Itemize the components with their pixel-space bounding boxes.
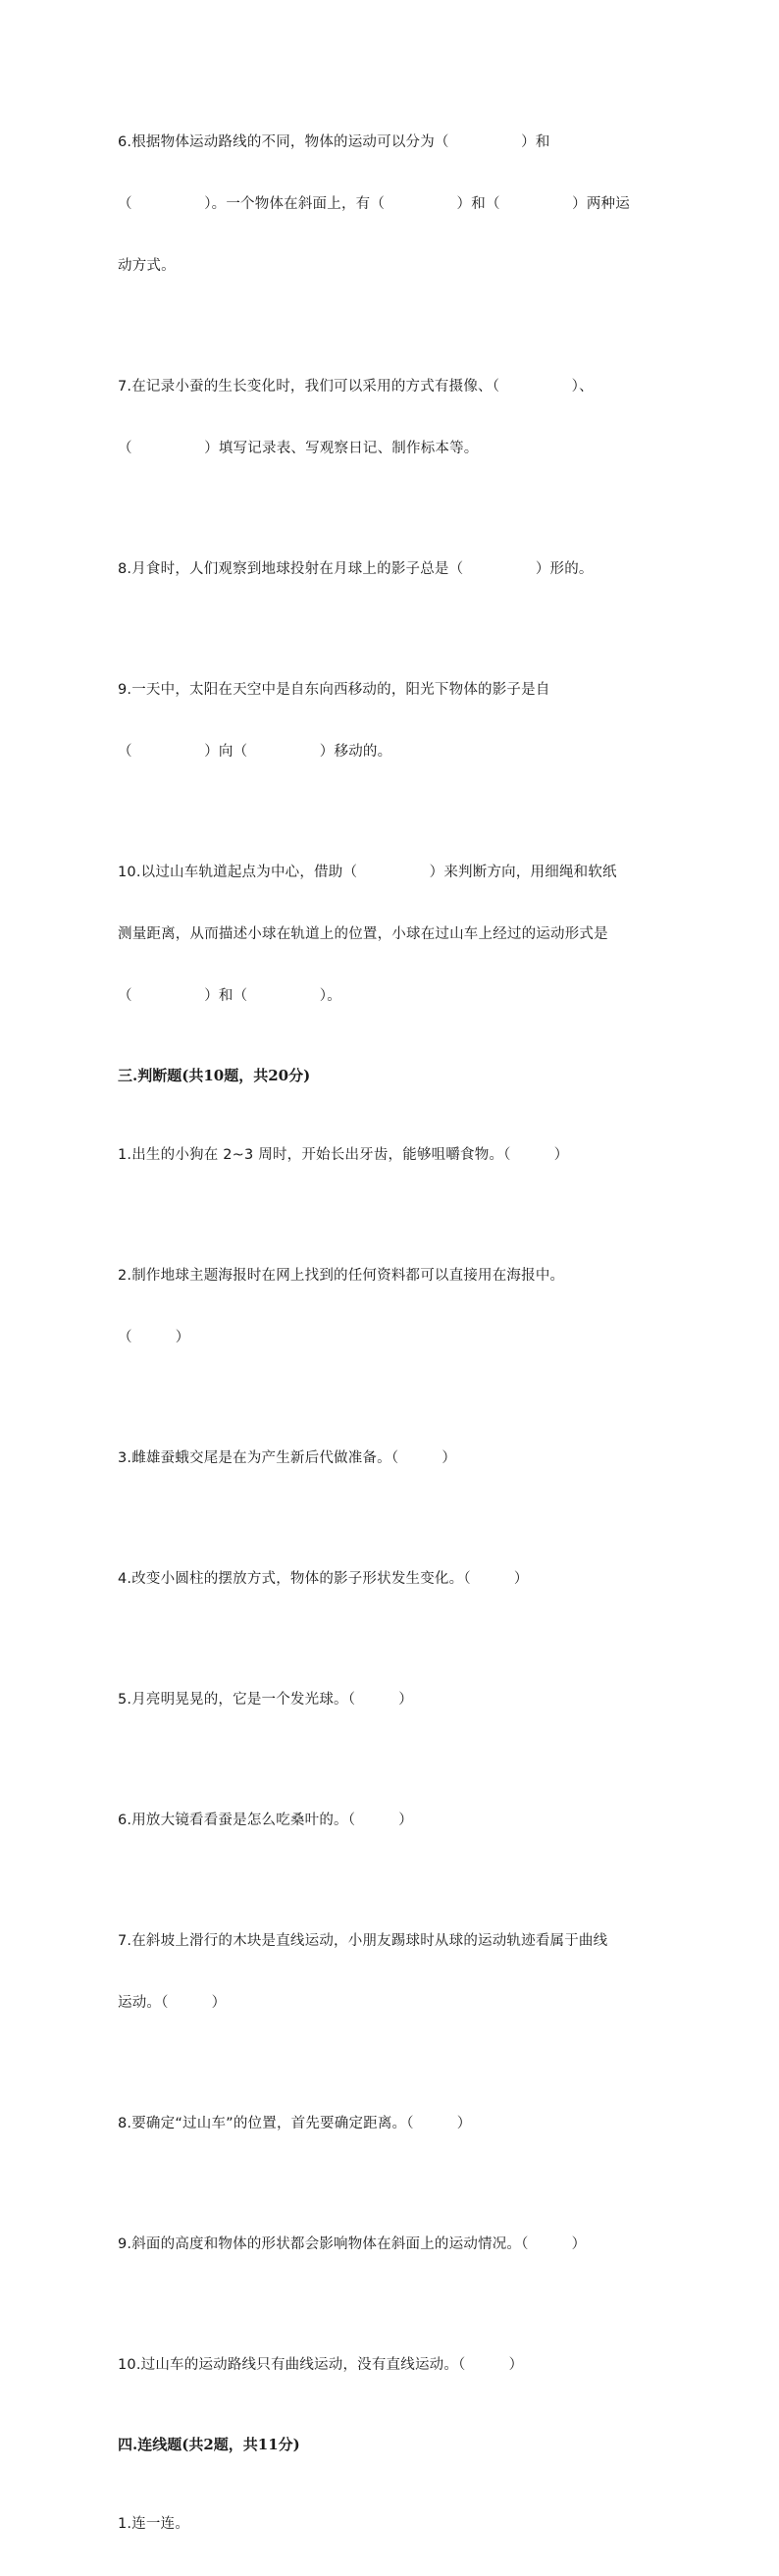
matching-questions [118,2473,671,2576]
question-item [118,1890,671,2055]
question-line: 1.连一连。 [118,2516,190,2532]
question-line: 测量距离，从而描述小球在轨道上的位置，小球在过山车上经过的运动形式是 [118,926,608,942]
question-item [118,1225,671,1390]
section-title-matching: 四.连线题(共2题，共11分) [118,2436,300,2453]
question-item [118,1104,671,1207]
question-line: 6.用放大镜看看蚕是怎么吃桑叶的。（ ） [118,1813,413,1828]
question-line: （ ） [118,1330,190,1345]
question-line: 7.在记录小蚕的生长变化时，我们可以采用的方式有摄像、（ ）、 [118,379,594,394]
question-item [118,2314,671,2417]
question-item [118,518,671,621]
question-line: 4.改变小圆柱的摆放方式，物体的影子形状发生变化。（ ） [118,1571,529,1587]
question-item [118,2473,671,2576]
question-line: 9.斜面的高度和物体的形状都会影响物体在斜面上的运动情况。（ ） [118,2236,587,2252]
question-item [118,1407,671,1510]
question-line: 8.要确定“过山车”的位置，首先要确定距离。（ ） [118,2116,472,2131]
question-line: （ ）和（ ）。 [118,988,341,1004]
question-line: 3.雌雄蚕蛾交尾是在为产生新后代做准备。（ ） [118,1450,457,1466]
question-line: （ ）向（ ）移动的。 [118,744,392,760]
question-line: 动方式。 [118,258,176,274]
question-line: 运动。（ ） [118,1995,227,2011]
question-line: 7.在斜坡上滑行的木块是直线运动，小朋友踢球时从球的运动轨迹看属于曲线 [118,1933,608,1949]
question-item [118,639,671,804]
question-line: 8.月食时，人们观察到地球投射在月球上的影子总是（ ）形的。 [118,561,594,577]
question-item [118,1528,671,1631]
true-false-questions [118,1104,671,2417]
question-item [118,2073,671,2176]
question-line: （ ）填写记录表、写观察日记、制作标本等。 [118,441,479,456]
section-title-true-false: 三.判断题(共10题，共20分) [118,1067,311,1084]
question-item [118,2193,671,2296]
question-line: 1.出生的小狗在 2~3 周时，开始长出牙齿，能够咀嚼食物。（ ） [118,1147,569,1163]
question-item [118,1649,671,1752]
question-item [118,1769,671,1872]
question-line: 10.以过山车轨道起点为中心，借助（ ）来判断方向，用细绳和软纸 [118,865,617,880]
question-line: 2.制作地球主题海报时在网上找到的任何资料都可以直接用在海报中。 [118,1268,565,1284]
question-line: 5.月亮明晃晃的，它是一个发光球。（ ） [118,1692,413,1708]
question-item [118,821,671,1048]
question-item [118,91,671,318]
question-item [118,336,671,500]
question-line: 6.根据物体运动路线的不同，物体的运动可以分为（ ）和 [118,134,550,150]
question-line: 10.过山车的运动路线只有曲线运动，没有直线运动。（ ） [118,2357,524,2373]
question-line: （ ）。一个物体在斜面上，有（ ）和（ ）两种运 [118,196,630,212]
question-line: 9.一天中，太阳在天空中是自东向西移动的，阳光下物体的影子是自 [118,682,550,698]
fill-in-blank-questions [118,91,671,1048]
